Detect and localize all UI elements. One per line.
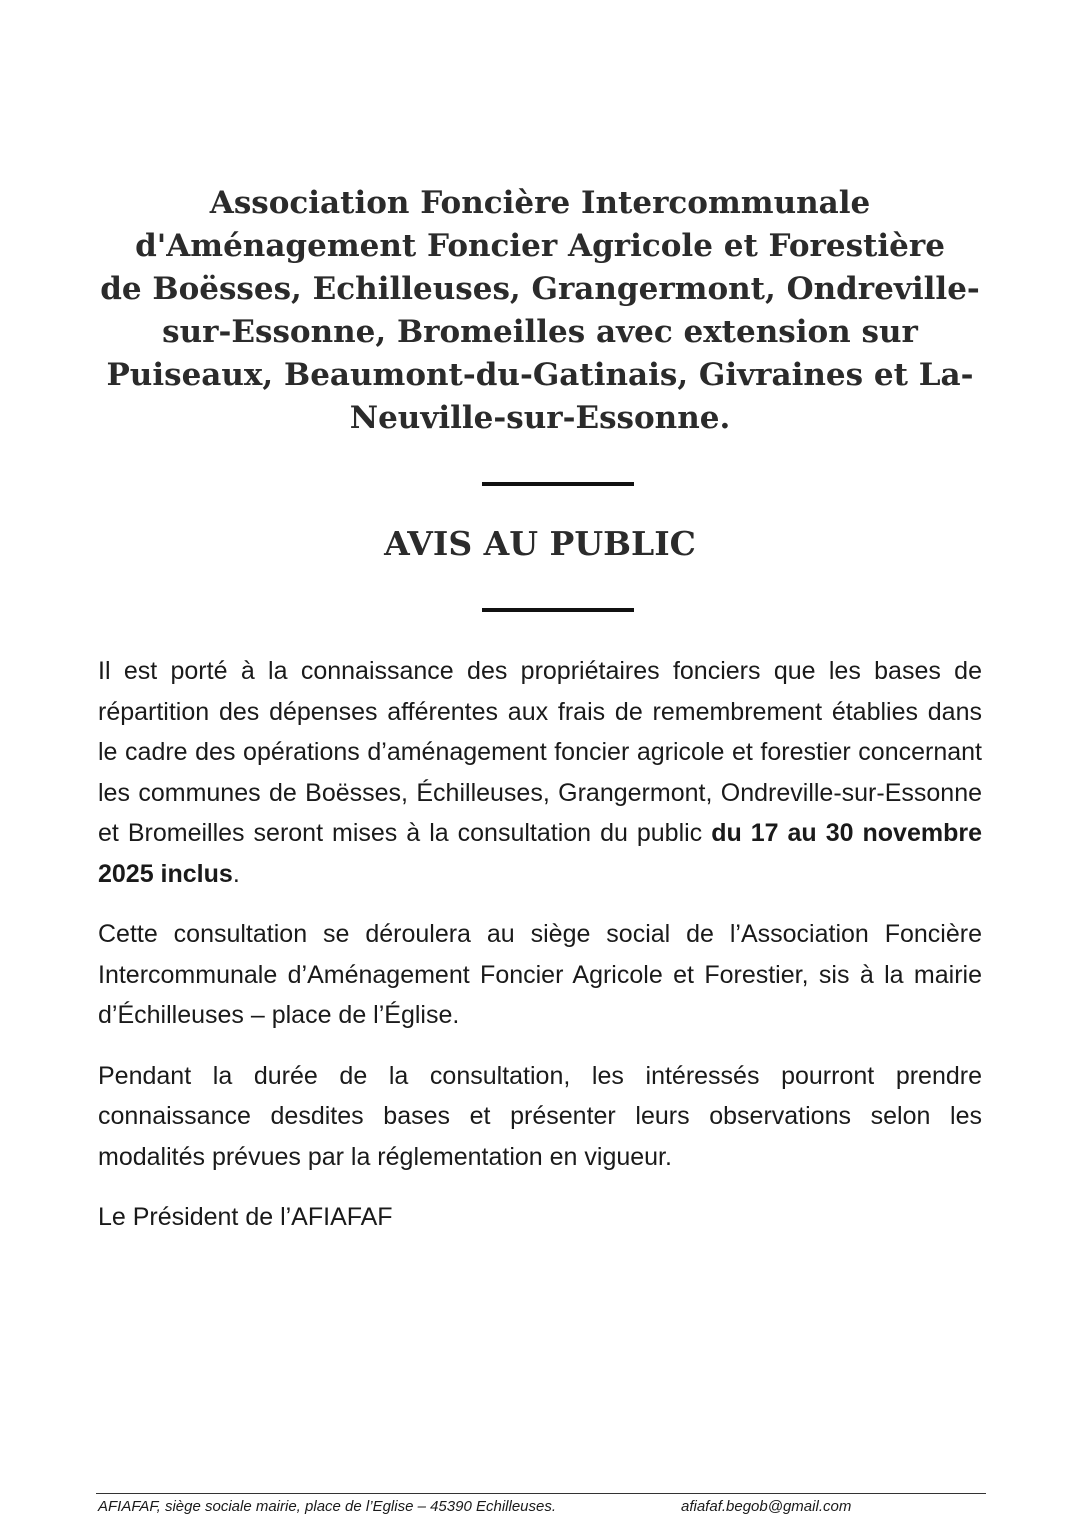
paragraph-location: Cette consultation se déroulera au siège social de l’Association Foncière Intercommunale d’Aménagement Foncier Agricole et Forestier, sis à la mairie d’Échilleuses – place de l’Église. bbox=[98, 920, 982, 1029]
paragraph-observations: Pendant la durée de la consultation, les intéressés pourront prendre connaissance desdites bases et présenter leurs observations selon les modalités prévues par la réglementation en vigueur. bbox=[98, 1061, 982, 1171]
title-line-1: Association Foncière Intercommunale bbox=[209, 185, 871, 221]
bottom-divider bbox=[482, 608, 634, 612]
paragraph1-text: Il est porté à la connaissance des propriétaires fonciers que les bases de répartition des dépenses afférentes aux frais de remembrement établies dans le cadre des opérations d’aménagement foncier agricole et forestier concernant les communes de Boësses, Échilleuses, Grangermont, Ondreville-sur-Essonne et Bromeilles seront mises à la consultation du public bbox=[98, 657, 982, 847]
footer-address: AFIAFAF, siège sociale mairie, place de l’Eglise – 45390 Echilleuses. bbox=[98, 1498, 557, 1515]
top-divider bbox=[482, 482, 634, 486]
signature: Le Président de l’AFIAFAF bbox=[98, 1203, 393, 1231]
title-line-2: d'Aménagement Foncier Agricole et Forestière bbox=[135, 228, 945, 264]
footer-divider bbox=[96, 1493, 986, 1494]
footer-email: afiafaf.begob@gmail.com bbox=[681, 1498, 852, 1515]
paragraph1-end: . bbox=[232, 859, 240, 888]
title-line-4: sur-Essonne, Bromeilles avec extension sur bbox=[162, 314, 918, 350]
title-line-5: Puiseaux, Beaumont-du-Gatinais, Givraines et La- bbox=[106, 357, 974, 393]
consultation-dates: du 17 au 30 novembre 2025 inclus bbox=[98, 819, 982, 888]
association-title bbox=[0, 182, 1080, 440]
notice-body bbox=[98, 651, 982, 1238]
paragraph-consultation-announcement bbox=[98, 651, 982, 894]
title-line-6: Neuville-sur-Essonne. bbox=[349, 400, 731, 436]
notice-heading: AVIS AU PUBLIC bbox=[384, 524, 696, 563]
title-line-3: de Boësses, Echilleuses, Grangermont, Ondreville- bbox=[100, 271, 980, 307]
